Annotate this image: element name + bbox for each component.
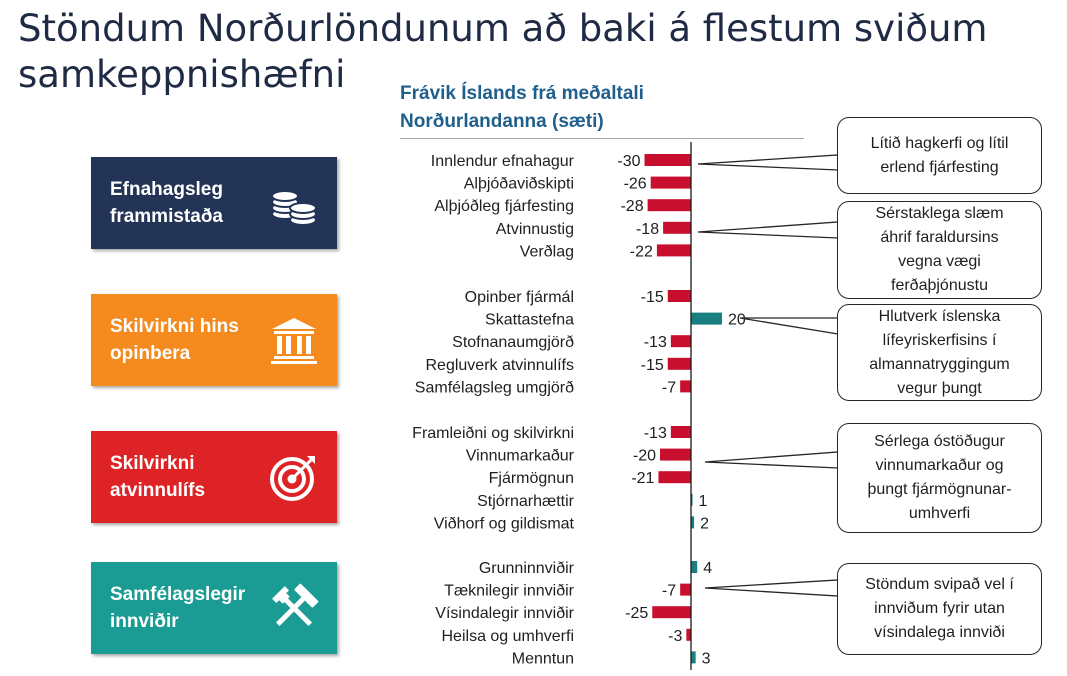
value-label-heilsa-og-umhverfi: -3 (668, 627, 683, 645)
category-label-ver-lag: Verðlag (519, 243, 574, 261)
category-label: Samfélagslegir innviðir (110, 584, 246, 632)
bar-heilsa-og-umhverfi (686, 629, 691, 641)
callout-line: almannatryggingum (869, 355, 1010, 373)
bar-fja-rmo-gnun (658, 471, 691, 483)
value-label-al-jo-leg-fja-rfesting: -28 (620, 198, 644, 216)
callout-employment (837, 201, 1042, 299)
category-label-grunninnvi-ir: Grunninnviðir (478, 560, 574, 577)
value-label-regluverk-atvinnuli-fs: -15 (640, 356, 664, 374)
callout-line: lífeyriskerfisins í (882, 331, 997, 349)
value-label-vi-horf-og-gildismat: 2 (700, 515, 710, 533)
value-label-grunninnvi-ir: 4 (703, 560, 713, 577)
category-label-t-knilegir-innvi-ir: Tæknilegir innviðir (444, 582, 574, 600)
value-label-vinnumarka-ur: -20 (632, 447, 656, 465)
value-label-stjo-rnarh-ttir: 1 (698, 492, 708, 510)
category-label-vi-horf-og-gildismat: Viðhorf og gildismat (433, 515, 574, 533)
bar-al-jo-leg-fja-rfesting (648, 199, 691, 211)
value-label-vi-sindalegir-innvi-ir: -25 (625, 605, 649, 623)
category-label-samfe-lagsleg-umgjo-r: Samfélagsleg umgjörð (414, 379, 574, 397)
bar-t-knilegir-innvi-ir (680, 584, 691, 596)
callout-labor-market (837, 423, 1042, 533)
category-label-al-jo-leg-fja-rfesting: Alþjóðleg fjárfesting (434, 198, 574, 216)
bar-skattastefna (691, 313, 722, 325)
category-label-opinber-fja-rma-l: Opinber fjármál (464, 289, 574, 306)
bar-vinnumarka-ur (660, 449, 691, 461)
category-label: Skilvirkni hins opinbera (110, 316, 239, 364)
bar-grunninnvi-ir (691, 561, 697, 573)
callout-line: ferðaþjónustu (891, 277, 988, 294)
bar-vi-sindalegir-innvi-ir (652, 606, 691, 618)
value-label-fja-rmo-gnun: -21 (631, 470, 655, 488)
bar-samfe-lagsleg-umgjo-r (680, 380, 691, 392)
bar-atvinnustig (663, 222, 691, 234)
category-label-heilsa-og-umhverfi: Heilsa og umhverfi (441, 627, 574, 645)
category-label: Skilvirkni atvinnulífs (110, 453, 206, 501)
category-label: Efnahagsleg frammistaða (110, 179, 223, 227)
bar-framlei-ni-og-skilvirkni (671, 426, 691, 438)
callout-pointer (740, 318, 838, 334)
bar-innlendur-efnahagur (645, 154, 692, 166)
bar-menntun (691, 651, 696, 663)
value-label-stofnanaumgjo-r: -13 (643, 334, 667, 352)
value-label-samfe-lagsleg-umgjo-r: -7 (661, 379, 677, 397)
callout-economy (837, 117, 1042, 194)
bar-stofnanaumgjo-r (671, 335, 691, 347)
value-label-t-knilegir-innvi-ir: -7 (661, 582, 677, 600)
category-label-stofnanaumgjo-r: Stofnanaumgjörð (452, 334, 574, 352)
bar-al-jo-avi-skipti (651, 177, 691, 189)
callout-line: þungt fjármögnunar- (867, 481, 1012, 498)
category-label-stjo-rnarh-ttir: Stjórnarhættir (477, 492, 574, 510)
callout-pointer (698, 155, 838, 170)
value-label-menntun: 3 (701, 650, 711, 668)
category-label-al-jo-avi-skipti: Alþjóðaviðskipti (463, 175, 574, 193)
callout-line: innviðum fyrir utan (874, 600, 1005, 617)
callout-line: Lítið hagkerfi og lítil (870, 134, 1009, 152)
callout-line: Sérstaklega slæm (875, 205, 1004, 222)
callout-line: umhverfi (908, 505, 971, 522)
callout-line: Stöndum svipað vel í (865, 576, 1014, 593)
callout-line: vegur þungt (897, 379, 982, 397)
category-label-vi-sindalegir-innvi-ir: Vísindalegir innviðir (435, 605, 574, 623)
callout-line: vegna vægi (898, 253, 981, 270)
value-label-atvinnustig: -18 (635, 220, 660, 238)
callout-line: vinnumarkaður og (875, 457, 1004, 474)
category-label-vinnumarka-ur: Vinnumarkaður (465, 447, 574, 465)
category-label-regluverk-atvinnuli-fs: Regluverk atvinnulífs (425, 356, 574, 374)
callout-pointer (698, 222, 838, 238)
chart-title-line-2: Norðurlandanna (sæti) (400, 111, 604, 132)
bar-opinber-fja-rma-l (668, 290, 691, 302)
page-title: Stöndum Norðurlöndunum að baki á flestum sviðum samkeppnishæfni (18, 7, 988, 96)
callout-infrastructure (837, 563, 1042, 655)
value-label-al-jo-avi-skipti: -26 (623, 175, 647, 193)
category-label-menntun: Menntun (511, 650, 574, 668)
callout-line: erlend fjárfesting (880, 158, 999, 176)
category-label-atvinnustig: Atvinnustig (495, 220, 574, 238)
value-label-framlei-ni-og-skilvirkni: -13 (643, 425, 667, 442)
callout-line: Sérlega óstöðugur (874, 433, 1005, 450)
value-label-opinber-fja-rma-l: -15 (640, 289, 664, 306)
callout-line: vísindalega innviði (874, 624, 1005, 641)
category-label-framlei-ni-og-skilvirkni: Framleiðni og skilvirkni (412, 425, 574, 442)
value-label-ver-lag: -22 (629, 243, 653, 261)
bar-ver-lag (657, 244, 691, 256)
callout-line: áhrif faraldursins (880, 229, 999, 246)
category-label-skattastefna: Skattastefna (485, 311, 574, 329)
callout-line: Hlutverk íslenska (878, 307, 1001, 325)
callout-pointer (705, 452, 838, 468)
bar-regluverk-atvinnuli-fs (668, 358, 691, 370)
callout-tax-policy (837, 304, 1042, 401)
value-label-skattastefna: 20 (728, 311, 746, 329)
callout-pointer (705, 580, 838, 596)
category-label-fja-rmo-gnun: Fjármögnun (488, 470, 574, 488)
chart-title-line-1: Frávik Íslands frá meðaltali (400, 83, 644, 104)
value-label-innlendur-efnahagur: -30 (617, 153, 641, 170)
category-label-innlendur-efnahagur: Innlendur efnahagur (430, 153, 574, 170)
